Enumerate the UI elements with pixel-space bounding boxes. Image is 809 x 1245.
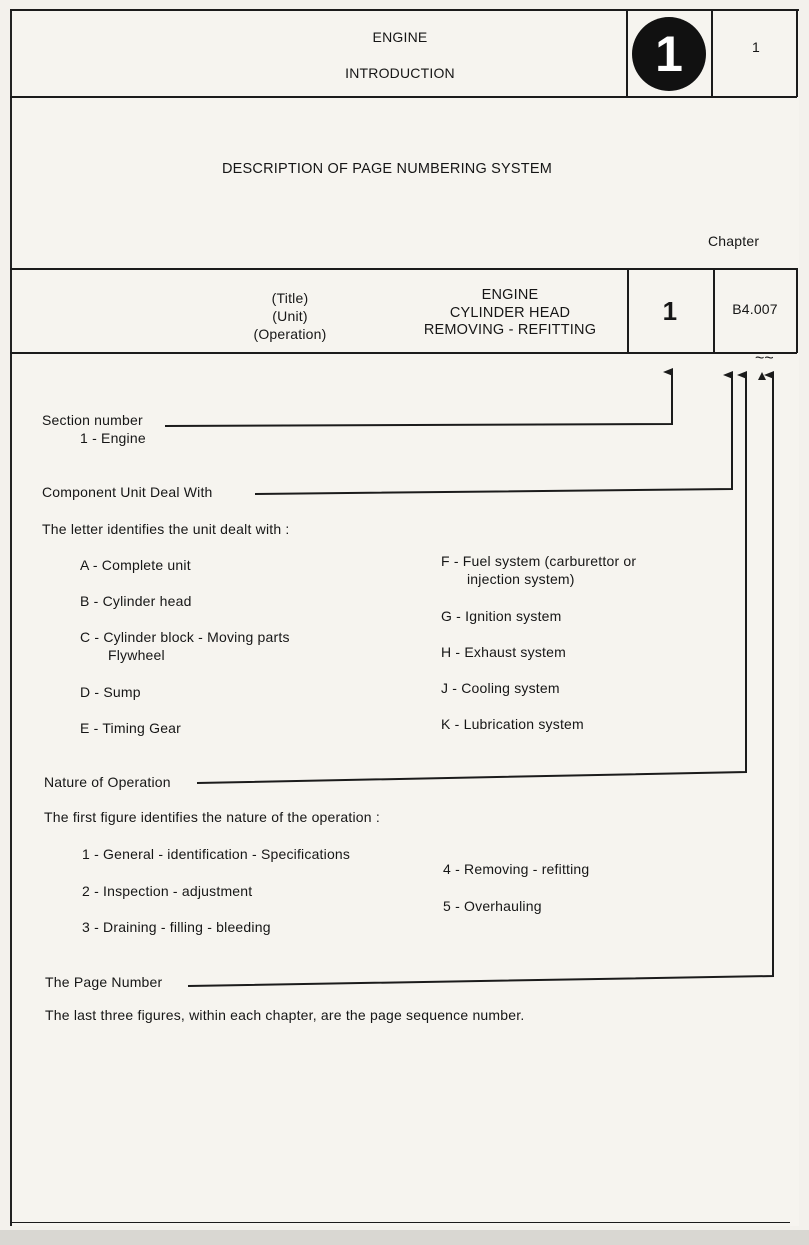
component-b: B - Cylinder head [80, 593, 192, 609]
operation-3: 3 - Draining - filling - bleeding [82, 919, 271, 935]
label-title: (Title) [271, 290, 309, 306]
component-g: G - Ignition system [441, 608, 562, 624]
component-j: J - Cooling system [441, 680, 560, 696]
scan-bottom-edge [0, 1230, 809, 1245]
value-cylinder-head: CYLINDER HEAD [449, 305, 571, 321]
component-e: E - Timing Gear [80, 720, 182, 736]
page-number-text: The last three figures, within each chapter, are the page sequence number. [45, 1007, 525, 1023]
label-operation: (Operation) [253, 326, 327, 342]
component-a: A - Complete unit [80, 557, 191, 573]
section-number-item: 1 - Engine [80, 430, 146, 446]
page-bottom-rule [10, 1222, 790, 1223]
value-removing-refitting: REMOVING - REFITTING [423, 322, 597, 338]
section-badge: 1 [632, 17, 706, 91]
header-title-engine: ENGINE [372, 29, 428, 45]
component-h: H - Exhaust system [441, 644, 566, 660]
component-f: F - Fuel system (carburettor or [441, 553, 637, 569]
leader-section [165, 372, 672, 426]
header-title-introduction: INTRODUCTION [345, 65, 455, 81]
value-engine: ENGINE [481, 287, 539, 303]
label-unit: (Unit) [272, 308, 308, 324]
example-title: DESCRIPTION OF PAGE NUMBERING SYSTEM [222, 161, 552, 177]
chapter-label: Chapter [708, 233, 760, 249]
operation-5: 5 - Overhauling [443, 898, 542, 914]
section-number-heading: Section number [42, 412, 143, 428]
arrow-head-tilde [758, 372, 766, 380]
component-f-line2: injection system) [467, 571, 575, 587]
operation-1: 1 - General - identification - Specifications [82, 846, 351, 862]
component-d: D - Sump [80, 684, 141, 700]
component-intro: The letter identifies the unit dealt with : [42, 521, 290, 537]
operation-intro: The first figure identifies the nature of the operation : [44, 809, 380, 825]
example-section-number: 1 [662, 296, 678, 326]
leader-component [255, 375, 732, 494]
operation-heading: Nature of Operation [44, 774, 171, 790]
component-k: K - Lubrication system [441, 716, 584, 732]
page-number-heading: The Page Number [45, 974, 163, 990]
operation-4: 4 - Removing - refitting [443, 861, 590, 877]
tilde-mark: ~~ [755, 350, 774, 367]
example-page-code: B4.007 [732, 301, 778, 317]
component-c-flywheel: Flywheel [108, 647, 165, 663]
component-c: C - Cylinder block - Moving parts [80, 629, 290, 645]
header-page-number: 1 [752, 39, 760, 55]
component-heading: Component Unit Deal With [42, 484, 213, 500]
operation-2: 2 - Inspection - adjustment [82, 883, 253, 899]
